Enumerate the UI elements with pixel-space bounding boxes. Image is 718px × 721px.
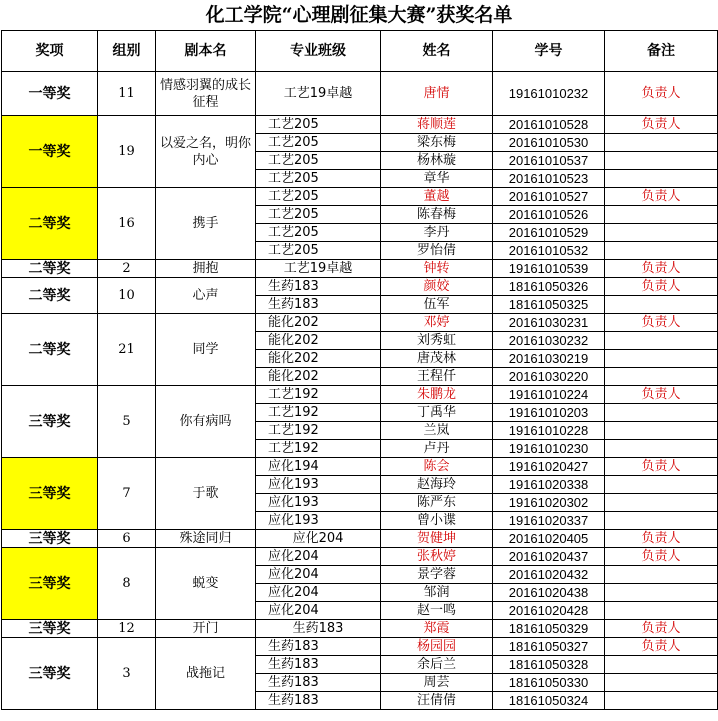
note-cell <box>605 404 718 422</box>
note-cell <box>605 566 718 584</box>
group-number-cell: 11 <box>98 72 156 116</box>
award-cell: 二等奖 <box>2 188 98 260</box>
class-cell: 应化193 <box>256 494 381 512</box>
note-cell: 负责人 <box>605 638 718 656</box>
student-name-cell: 董越 <box>381 188 493 206</box>
note-cell <box>605 674 718 692</box>
student-id-cell: 20161010527 <box>493 188 605 206</box>
note-cell: 负责人 <box>605 386 718 404</box>
award-cell: 一等奖 <box>2 72 98 116</box>
class-cell: 工艺192 <box>256 404 381 422</box>
script-name-cell: 同学 <box>156 314 256 386</box>
award-table <box>1 30 718 710</box>
student-name-cell: 陈会 <box>381 458 493 476</box>
student-name-cell: 赵海玲 <box>381 476 493 494</box>
student-name-cell: 兰岚 <box>381 422 493 440</box>
student-id-cell: 20161010523 <box>493 170 605 188</box>
student-name-cell: 余后兰 <box>381 656 493 674</box>
table-row <box>2 458 718 476</box>
student-name-cell: 邓婷 <box>381 314 493 332</box>
student-name-cell: 贺健坤 <box>381 530 493 548</box>
class-cell: 工艺205 <box>256 242 381 260</box>
header-group: 组别 <box>98 31 156 72</box>
group-number-cell: 2 <box>98 260 156 278</box>
class-cell: 生药183 <box>256 674 381 692</box>
table-row <box>2 548 718 566</box>
student-name-cell: 郑霞 <box>381 620 493 638</box>
table-row <box>2 116 718 134</box>
note-cell <box>605 422 718 440</box>
class-cell: 应化204 <box>256 602 381 620</box>
header-note: 备注 <box>605 31 718 72</box>
class-cell: 工艺205 <box>256 170 381 188</box>
student-name-cell: 唐茂林 <box>381 350 493 368</box>
class-cell: 能化202 <box>256 350 381 368</box>
note-cell <box>605 134 718 152</box>
class-cell: 工艺19卓越 <box>256 72 381 116</box>
award-cell: 三等奖 <box>2 530 98 548</box>
note-cell: 负责人 <box>605 548 718 566</box>
class-cell: 工艺19卓越 <box>256 260 381 278</box>
note-cell <box>605 332 718 350</box>
script-name-cell: 于歌 <box>156 458 256 530</box>
script-name-cell: 战拖记 <box>156 638 256 710</box>
class-cell: 生药183 <box>256 692 381 710</box>
student-id-cell: 20161020437 <box>493 548 605 566</box>
note-cell <box>605 350 718 368</box>
script-name-cell: 心声 <box>156 278 256 314</box>
class-cell: 应化194 <box>256 458 381 476</box>
note-cell <box>605 440 718 458</box>
student-name-cell: 陈严东 <box>381 494 493 512</box>
table-row <box>2 386 718 404</box>
student-name-cell: 朱鹏龙 <box>381 386 493 404</box>
award-cell: 二等奖 <box>2 314 98 386</box>
class-cell: 生药183 <box>256 656 381 674</box>
group-number-cell: 7 <box>98 458 156 530</box>
class-cell: 工艺205 <box>256 134 381 152</box>
student-id-cell: 18161050328 <box>493 656 605 674</box>
student-name-cell: 陈春梅 <box>381 206 493 224</box>
note-cell <box>605 206 718 224</box>
student-name-cell: 钟转 <box>381 260 493 278</box>
student-name-cell: 丁禹华 <box>381 404 493 422</box>
student-id-cell: 19161010228 <box>493 422 605 440</box>
class-cell: 工艺205 <box>256 152 381 170</box>
class-cell: 生药183 <box>256 620 381 638</box>
award-cell: 三等奖 <box>2 458 98 530</box>
student-id-cell: 20161020405 <box>493 530 605 548</box>
script-name-cell: 情感羽翼的成长征程 <box>156 72 256 116</box>
note-cell <box>605 152 718 170</box>
table-row <box>2 260 718 278</box>
student-id-cell: 20161030219 <box>493 350 605 368</box>
note-cell <box>605 170 718 188</box>
script-name-cell: 蜕变 <box>156 548 256 620</box>
student-name-cell: 蒋顺莲 <box>381 116 493 134</box>
class-cell: 应化204 <box>256 584 381 602</box>
class-cell: 工艺192 <box>256 440 381 458</box>
student-id-cell: 18161050324 <box>493 692 605 710</box>
script-name-cell: 殊途同归 <box>156 530 256 548</box>
student-name-cell: 杨园园 <box>381 638 493 656</box>
script-name-cell: 开门 <box>156 620 256 638</box>
class-cell: 生药183 <box>256 296 381 314</box>
award-cell: 三等奖 <box>2 620 98 638</box>
header-student-id: 学号 <box>493 31 605 72</box>
student-id-cell: 19161010232 <box>493 72 605 116</box>
table-body <box>2 72 718 710</box>
student-name-cell: 罗怡倩 <box>381 242 493 260</box>
student-name-cell: 杨林璇 <box>381 152 493 170</box>
table-row <box>2 278 718 296</box>
student-name-cell: 唐情 <box>381 72 493 116</box>
note-cell <box>605 296 718 314</box>
student-id-cell: 19161020427 <box>493 458 605 476</box>
note-cell <box>605 368 718 386</box>
note-cell <box>605 476 718 494</box>
award-cell: 三等奖 <box>2 386 98 458</box>
student-name-cell: 梁东梅 <box>381 134 493 152</box>
student-id-cell: 19161020337 <box>493 512 605 530</box>
header-class: 专业班级 <box>256 31 381 72</box>
note-cell: 负责人 <box>605 620 718 638</box>
student-id-cell: 20161020438 <box>493 584 605 602</box>
student-id-cell: 20161010528 <box>493 116 605 134</box>
note-cell <box>605 584 718 602</box>
student-name-cell: 周芸 <box>381 674 493 692</box>
award-cell: 二等奖 <box>2 260 98 278</box>
note-cell: 负责人 <box>605 314 718 332</box>
student-name-cell: 曾小谍 <box>381 512 493 530</box>
script-name-cell: 你有病吗 <box>156 386 256 458</box>
table-row <box>2 188 718 206</box>
note-cell <box>605 602 718 620</box>
student-id-cell: 20161030220 <box>493 368 605 386</box>
class-cell: 应化193 <box>256 512 381 530</box>
student-id-cell: 18161050329 <box>493 620 605 638</box>
note-cell <box>605 494 718 512</box>
group-number-cell: 8 <box>98 548 156 620</box>
student-name-cell: 王程仟 <box>381 368 493 386</box>
group-number-cell: 21 <box>98 314 156 386</box>
student-id-cell: 20161010529 <box>493 224 605 242</box>
student-id-cell: 19161020338 <box>493 476 605 494</box>
class-cell: 应化204 <box>256 566 381 584</box>
class-cell: 工艺205 <box>256 188 381 206</box>
student-id-cell: 19161010224 <box>493 386 605 404</box>
student-name-cell: 颜姣 <box>381 278 493 296</box>
student-id-cell: 20161020432 <box>493 566 605 584</box>
student-name-cell: 卢丹 <box>381 440 493 458</box>
class-cell: 工艺205 <box>256 206 381 224</box>
table-row <box>2 638 718 656</box>
student-id-cell: 18161050327 <box>493 638 605 656</box>
award-cell: 三等奖 <box>2 548 98 620</box>
note-cell <box>605 242 718 260</box>
note-cell: 负责人 <box>605 458 718 476</box>
header-row <box>2 31 718 72</box>
header-award: 奖项 <box>2 31 98 72</box>
student-name-cell: 汪倩倩 <box>381 692 493 710</box>
note-cell: 负责人 <box>605 260 718 278</box>
header-name: 姓名 <box>381 31 493 72</box>
student-id-cell: 18161050326 <box>493 278 605 296</box>
table-row <box>2 530 718 548</box>
note-cell <box>605 692 718 710</box>
student-name-cell: 伍军 <box>381 296 493 314</box>
award-cell: 一等奖 <box>2 116 98 188</box>
group-number-cell: 6 <box>98 530 156 548</box>
class-cell: 应化193 <box>256 476 381 494</box>
class-cell: 能化202 <box>256 368 381 386</box>
header-script: 剧本名 <box>156 31 256 72</box>
note-cell: 负责人 <box>605 116 718 134</box>
student-id-cell: 20161010537 <box>493 152 605 170</box>
student-id-cell: 20161010532 <box>493 242 605 260</box>
class-cell: 工艺192 <box>256 422 381 440</box>
note-cell: 负责人 <box>605 72 718 116</box>
note-cell <box>605 656 718 674</box>
class-cell: 工艺205 <box>256 116 381 134</box>
note-cell: 负责人 <box>605 188 718 206</box>
script-name-cell: 以爱之名，明你内心 <box>156 116 256 188</box>
student-id-cell: 18161050330 <box>493 674 605 692</box>
class-cell: 应化204 <box>256 548 381 566</box>
class-cell: 生药183 <box>256 638 381 656</box>
student-name-cell: 刘秀虹 <box>381 332 493 350</box>
award-cell: 三等奖 <box>2 638 98 710</box>
student-id-cell: 20161010530 <box>493 134 605 152</box>
group-number-cell: 19 <box>98 116 156 188</box>
student-id-cell: 20161020428 <box>493 602 605 620</box>
group-number-cell: 3 <box>98 638 156 710</box>
award-cell: 二等奖 <box>2 278 98 314</box>
student-id-cell: 20161030232 <box>493 332 605 350</box>
student-id-cell: 20161010526 <box>493 206 605 224</box>
table-row <box>2 314 718 332</box>
student-name-cell: 赵一鸣 <box>381 602 493 620</box>
class-cell: 工艺205 <box>256 224 381 242</box>
student-id-cell: 19161020302 <box>493 494 605 512</box>
note-cell <box>605 512 718 530</box>
student-id-cell: 18161050325 <box>493 296 605 314</box>
script-name-cell: 拥抱 <box>156 260 256 278</box>
student-name-cell: 张秋婷 <box>381 548 493 566</box>
page-title: 化工学院“心理剧征集大赛”获奖名单 <box>205 4 513 26</box>
note-cell: 负责人 <box>605 530 718 548</box>
note-cell: 负责人 <box>605 278 718 296</box>
class-cell: 能化202 <box>256 332 381 350</box>
group-number-cell: 10 <box>98 278 156 314</box>
student-name-cell: 景学蓉 <box>381 566 493 584</box>
script-name-cell: 携手 <box>156 188 256 260</box>
class-cell: 应化204 <box>256 530 381 548</box>
student-id-cell: 19161010230 <box>493 440 605 458</box>
student-name-cell: 章华 <box>381 170 493 188</box>
table-row <box>2 72 718 116</box>
student-id-cell: 19161010203 <box>493 404 605 422</box>
student-name-cell: 李丹 <box>381 224 493 242</box>
table-row <box>2 620 718 638</box>
note-cell <box>605 224 718 242</box>
class-cell: 工艺192 <box>256 386 381 404</box>
student-id-cell: 19161010539 <box>493 260 605 278</box>
student-name-cell: 邹润 <box>381 584 493 602</box>
class-cell: 生药183 <box>256 278 381 296</box>
group-number-cell: 5 <box>98 386 156 458</box>
class-cell: 能化202 <box>256 314 381 332</box>
group-number-cell: 16 <box>98 188 156 260</box>
group-number-cell: 12 <box>98 620 156 638</box>
student-id-cell: 20161030231 <box>493 314 605 332</box>
